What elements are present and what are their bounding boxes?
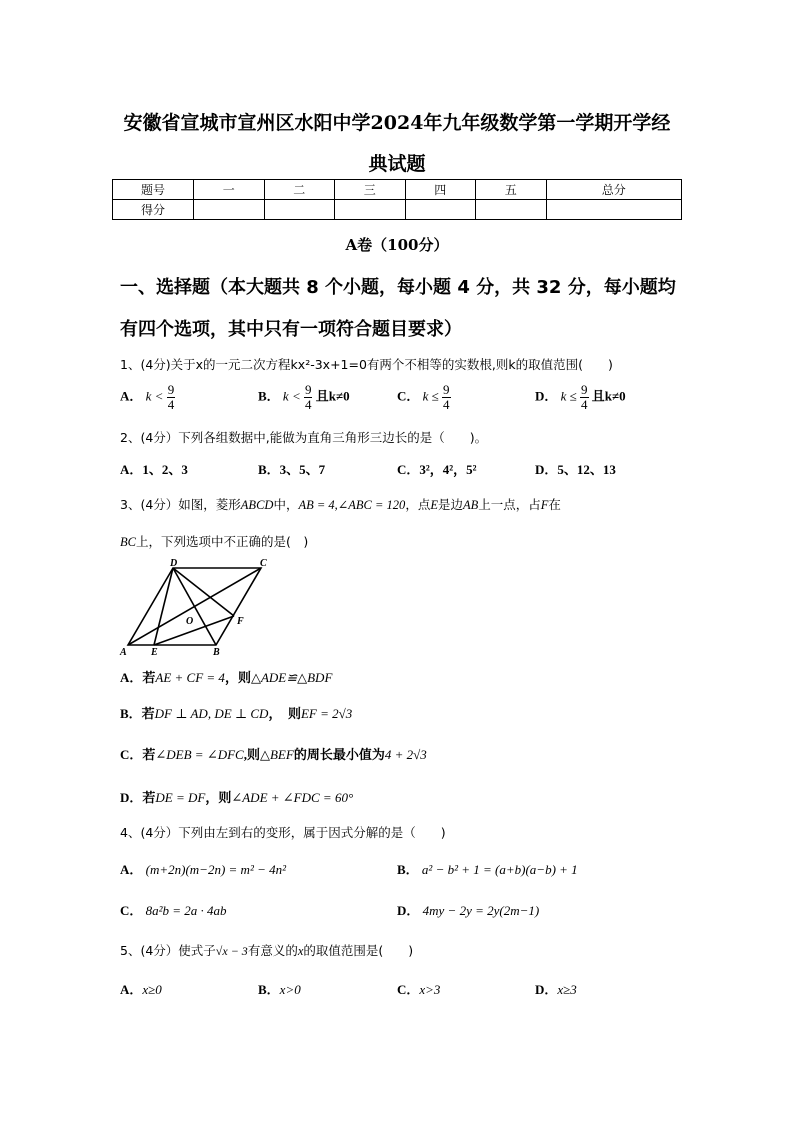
q1-stem: 1、(4分)关于x的一元二次方程kx²-3x+1=0有两个不相等的实数根,则k的取值范围( ) <box>120 357 613 372</box>
q4-option-d[interactable] <box>397 900 539 919</box>
score-input-cell[interactable] <box>546 200 682 220</box>
q5-option-b[interactable] <box>258 979 301 998</box>
table-cell: 五 <box>476 180 547 200</box>
math: DE = DF <box>155 790 206 805</box>
option-math: k < <box>282 388 301 404</box>
math: △ADE≌△BDF <box>250 670 333 685</box>
math: ∠ADE + ∠FDC = 60° <box>231 790 354 805</box>
segment-EF <box>154 616 234 645</box>
math: AB = 4,∠ABC = 120 <box>298 498 406 512</box>
table-cell: 得分 <box>113 200 194 220</box>
option-label: A． <box>120 982 143 997</box>
math: AB <box>462 498 479 512</box>
fraction <box>304 383 313 412</box>
option-label: C． <box>397 982 420 997</box>
q4-option-a[interactable] <box>120 859 286 878</box>
text: 在 <box>548 497 561 512</box>
section-heading-line1: 一、选择题（本大题共 8 个小题，每小题 4 分，共 32 分，每小题均 <box>120 277 676 298</box>
math: BC <box>120 535 136 549</box>
option-label: B． <box>397 862 419 877</box>
score-input-cell[interactable] <box>476 200 547 220</box>
fraction-numerator: 9 <box>167 382 175 397</box>
math: x>3 <box>419 982 441 997</box>
option-label: B．若 <box>120 706 155 721</box>
option-label: C． <box>120 903 143 918</box>
text: 5、(4分）使式子 <box>120 943 216 958</box>
text: 有意义的 <box>247 943 298 958</box>
rhombus-figure <box>116 558 281 658</box>
text: ， 则 <box>268 706 301 721</box>
math: EF = 2√3 <box>300 706 353 721</box>
fraction-denominator: 4 <box>304 397 312 412</box>
volume-label: A卷（100分） <box>345 236 449 254</box>
label-F: F <box>237 616 244 627</box>
option-label: D． <box>535 982 558 997</box>
label-E: E <box>151 647 158 658</box>
text: 中， <box>273 497 299 512</box>
option-math: k ≤ <box>560 388 577 404</box>
q5-stem <box>120 941 413 959</box>
fraction <box>442 383 451 412</box>
option-label: D． <box>535 388 558 404</box>
text: ，则 <box>205 790 232 805</box>
q4-stem: 4、(4分）下列由左到右的变形，属于因式分解的是（ ) <box>120 825 446 840</box>
math: (m+2n)(m−2n) = m² − 4n² <box>145 862 287 877</box>
score-table-header-row <box>113 180 682 200</box>
q2-stem: 2、(4分）下列各组数据中,能做为直角三角形三边长的是（ )。 <box>120 430 488 445</box>
text: 的取值范围是( ) <box>303 943 414 958</box>
math: x≥0 <box>142 982 162 997</box>
option-label: A． <box>120 388 143 404</box>
q3-stem-line1 <box>120 495 561 513</box>
math: 4 + 2√3 <box>384 747 427 762</box>
score-table <box>112 179 682 220</box>
document-title-line2: 典试题 <box>368 153 426 175</box>
q5-option-c[interactable] <box>397 979 440 998</box>
math: △BEF <box>259 747 294 762</box>
math: ∠DEB = ∠DFC <box>155 747 244 762</box>
label-A: A <box>120 647 127 658</box>
option-tail: 且k≠0 <box>591 388 626 404</box>
text: ,则 <box>243 747 260 762</box>
label-C: C <box>260 558 267 569</box>
q3-option-b[interactable] <box>120 703 352 722</box>
option-math: k < <box>145 388 164 404</box>
table-cell: 总分 <box>546 180 682 200</box>
table-cell: 三 <box>335 180 406 200</box>
q2-option-c[interactable]: C．3²，4²，5² <box>397 462 477 477</box>
fraction-numerator: 9 <box>443 382 450 397</box>
document-title-line1: 安徽省宣城市宣州区水阳中学2024年九年级数学第一学期开学经 <box>123 112 671 134</box>
q2-option-b[interactable]: B．3、5、7 <box>258 462 326 477</box>
fraction-numerator: 9 <box>581 382 588 397</box>
fraction-denominator: 4 <box>581 397 588 412</box>
math: AE + CF = 4 <box>155 670 225 685</box>
option-label: D． <box>397 903 420 918</box>
option-label: C． <box>397 388 420 404</box>
score-input-cell[interactable] <box>194 200 265 220</box>
table-cell: 一 <box>194 180 265 200</box>
score-table-score-row <box>113 200 682 220</box>
score-input-cell[interactable] <box>264 200 335 220</box>
option-label: D．若 <box>120 790 156 805</box>
label-B: B <box>213 647 220 658</box>
diagonal-DB <box>173 568 216 645</box>
math: F <box>540 498 549 512</box>
q5-option-d[interactable] <box>535 979 577 998</box>
q3-option-d[interactable] <box>120 787 353 806</box>
option-math: k ≤ <box>422 388 439 404</box>
text: 3、(4分）如图，菱形 <box>120 497 241 512</box>
math: E <box>430 498 438 512</box>
text: 上，下列选项中不正确的是( ) <box>135 534 309 549</box>
table-cell: 四 <box>405 180 476 200</box>
label-D: D <box>170 558 178 569</box>
q4-option-b[interactable] <box>397 859 578 878</box>
text: 上一点，占 <box>478 497 541 512</box>
fraction <box>580 383 589 412</box>
option-label: B． <box>258 982 280 997</box>
label-O: O <box>186 616 194 627</box>
math: a² − b² + 1 = (a+b)(a−b) + 1 <box>421 862 578 877</box>
q1-option-a[interactable] <box>120 383 175 412</box>
option-label: C．若 <box>120 747 156 762</box>
q1-option-b[interactable] <box>258 383 350 412</box>
option-label: B． <box>258 388 280 404</box>
math: 8a²b = 2a · 4ab <box>145 903 227 918</box>
q2-option-a[interactable]: A．1、2、3 <box>120 462 188 477</box>
text: ，则 <box>224 670 251 685</box>
math: √x − 3 <box>215 944 248 958</box>
segment-DF <box>173 568 234 616</box>
q3-option-a[interactable] <box>120 667 332 686</box>
section-heading-line2: 有四个选项，其中只有一项符合题目要求） <box>120 319 462 340</box>
score-input-cell[interactable] <box>335 200 406 220</box>
q5-option-a[interactable] <box>120 979 162 998</box>
q3-option-c[interactable] <box>120 744 427 763</box>
table-cell: 题号 <box>113 180 194 200</box>
q2-option-d[interactable]: D．5、12、13 <box>535 462 616 477</box>
option-label: A． <box>120 862 143 877</box>
score-input-cell[interactable] <box>405 200 476 220</box>
fraction-denominator: 4 <box>167 397 175 412</box>
text: 的周长最小值为 <box>293 747 385 762</box>
q4-option-c[interactable] <box>120 900 227 919</box>
segment-DE <box>154 568 173 645</box>
fraction-denominator: 4 <box>443 397 450 412</box>
math: x <box>297 944 304 958</box>
q1-option-d[interactable] <box>535 383 626 412</box>
q1-option-c[interactable] <box>397 383 451 412</box>
option-label: A．若 <box>120 670 156 685</box>
fraction-numerator: 9 <box>304 382 312 397</box>
text: 是边 <box>437 497 463 512</box>
option-tail: 且k≠0 <box>315 388 350 404</box>
fraction <box>167 383 176 412</box>
table-cell: 二 <box>264 180 335 200</box>
math: x≥3 <box>557 982 577 997</box>
q3-stem-line2 <box>120 532 308 550</box>
math: DF ⊥ AD, DE ⊥ CD <box>154 706 269 721</box>
math: 4my − 2y = 2y(2m−1) <box>422 903 540 918</box>
math: x>0 <box>279 982 301 997</box>
text: ，点 <box>405 497 431 512</box>
math: ABCD <box>240 498 274 512</box>
